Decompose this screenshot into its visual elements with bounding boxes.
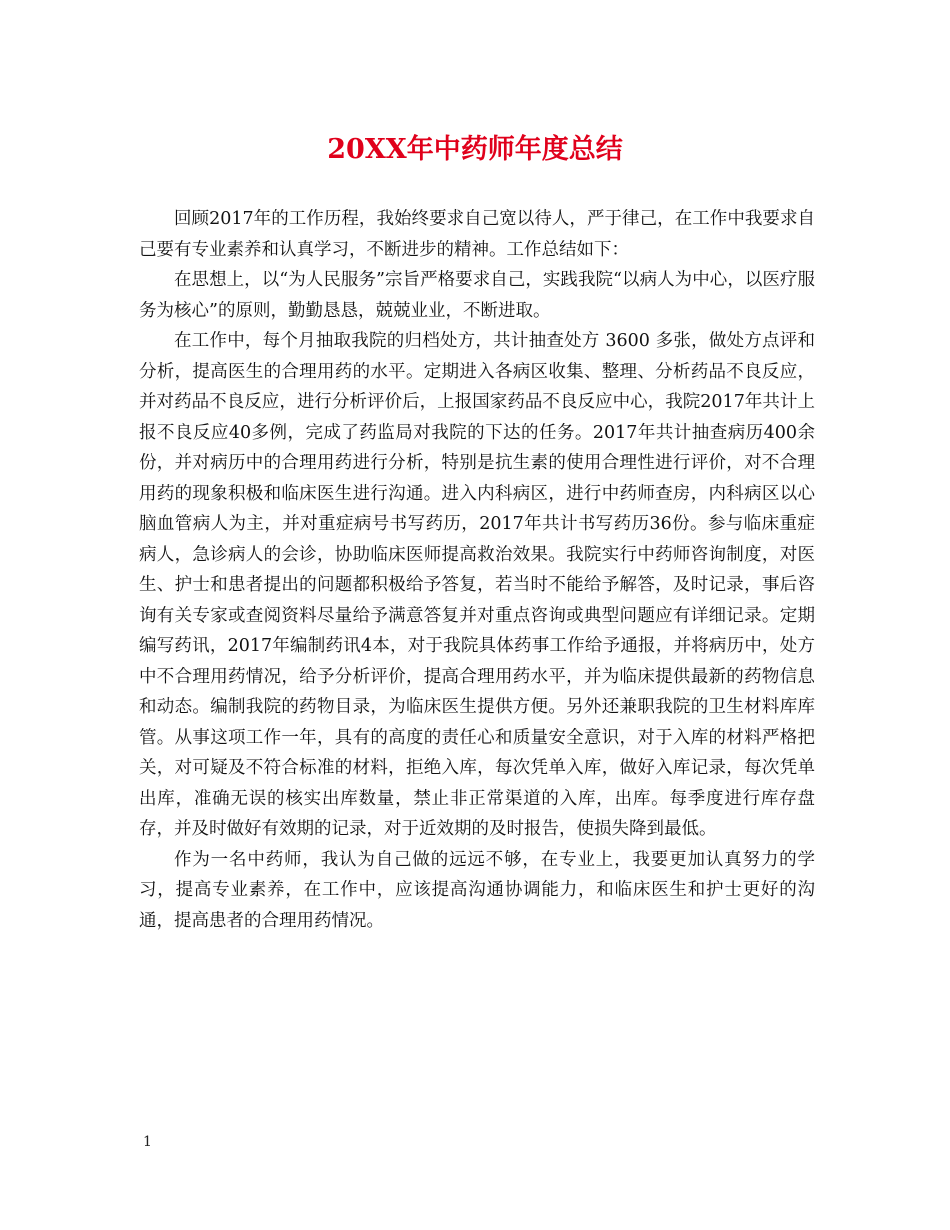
paragraph-work: 在工作中，每个月抽取我院的归档处方，共计抽查处方 3600 多张，做处方点评和分析，提高医生的合理用药的水平。定期进入各病区收集、整理、分析药品不良反应，并对药品不良反应，进行分析评价后，上报国家药品不良反应中心，我院2017年共计上报不良反应40多例，完成了药监局对我院的下达的任务。2017年共计抽查病历400余份，并对病历中的合理用药进行分析，特别是抗生素的使用合理性进行评价，对不合理用药的现象积极和临床医生进行沟通。进入内科病区，进行中药师查房，内科病区以心脑血管病人为主，并对重症病号书写药历，2017年共计书写药历36份。参与临床重症病人，急诊病人的会诊，协助临床医师提高救治效果。我院实行中药师咨询制度，对医生、护士和患者提出的问题都积极给予答复，若当时不能给予解答，及时记录，事后咨询有关专家或查阅资料尽量给予满意答复并对重点咨询或典型问题应有详细记录。定期编写药讯，2017年编制药讯4本，对于我院具体药事工作给予通报，并将病历中，处方中不合理用药情况，给予分析评价，提高合理用药水平，并为临床提供最新的药物信息和动态。编制我院的药物目录，为临床医生提供方便。另外还兼职我院的卫生材料库库管。从事这项工作一年，具有的高度的责任心和质量安全意识，对于入库的材料严格把关，对可疑及不符合标准的材料，拒绝入库，每次凭单入库，做好入库记录，每次凭单出库，准确无误的核实出库数量，禁止非正常渠道的入库，出库。每季度进行库存盘存，并及时做好有效期的记录，对于近效期的及时报告，使损失降到最低。: [139, 331, 815, 839]
document-body: [139, 204, 815, 936]
paragraph-intro: 回顾2017年的工作历程，我始终要求自己宽以待人，严于律己，在工作中我要求自己要有专业素养和认真学习，不断进步的精神。工作总结如下：: [139, 209, 815, 260]
page-number: 1: [143, 1134, 152, 1150]
paragraph-thought: 在思想上，以“为人民服务”宗旨严格要求自己，实践我院“以病人为中心，以医疗服务为核心”的原则，勤勤恳恳，兢兢业业，不断进取。: [139, 270, 815, 321]
paragraph-conclusion: 作为一名中药师，我认为自己做的远远不够，在专业上，我要更加认真努力的学习，提高专业素养，在工作中，应该提高沟通协调能力，和临床医生和护士更好的沟通，提高患者的合理用药情况。: [139, 849, 815, 931]
document-title: 20XX年中药师年度总结: [327, 134, 623, 165]
